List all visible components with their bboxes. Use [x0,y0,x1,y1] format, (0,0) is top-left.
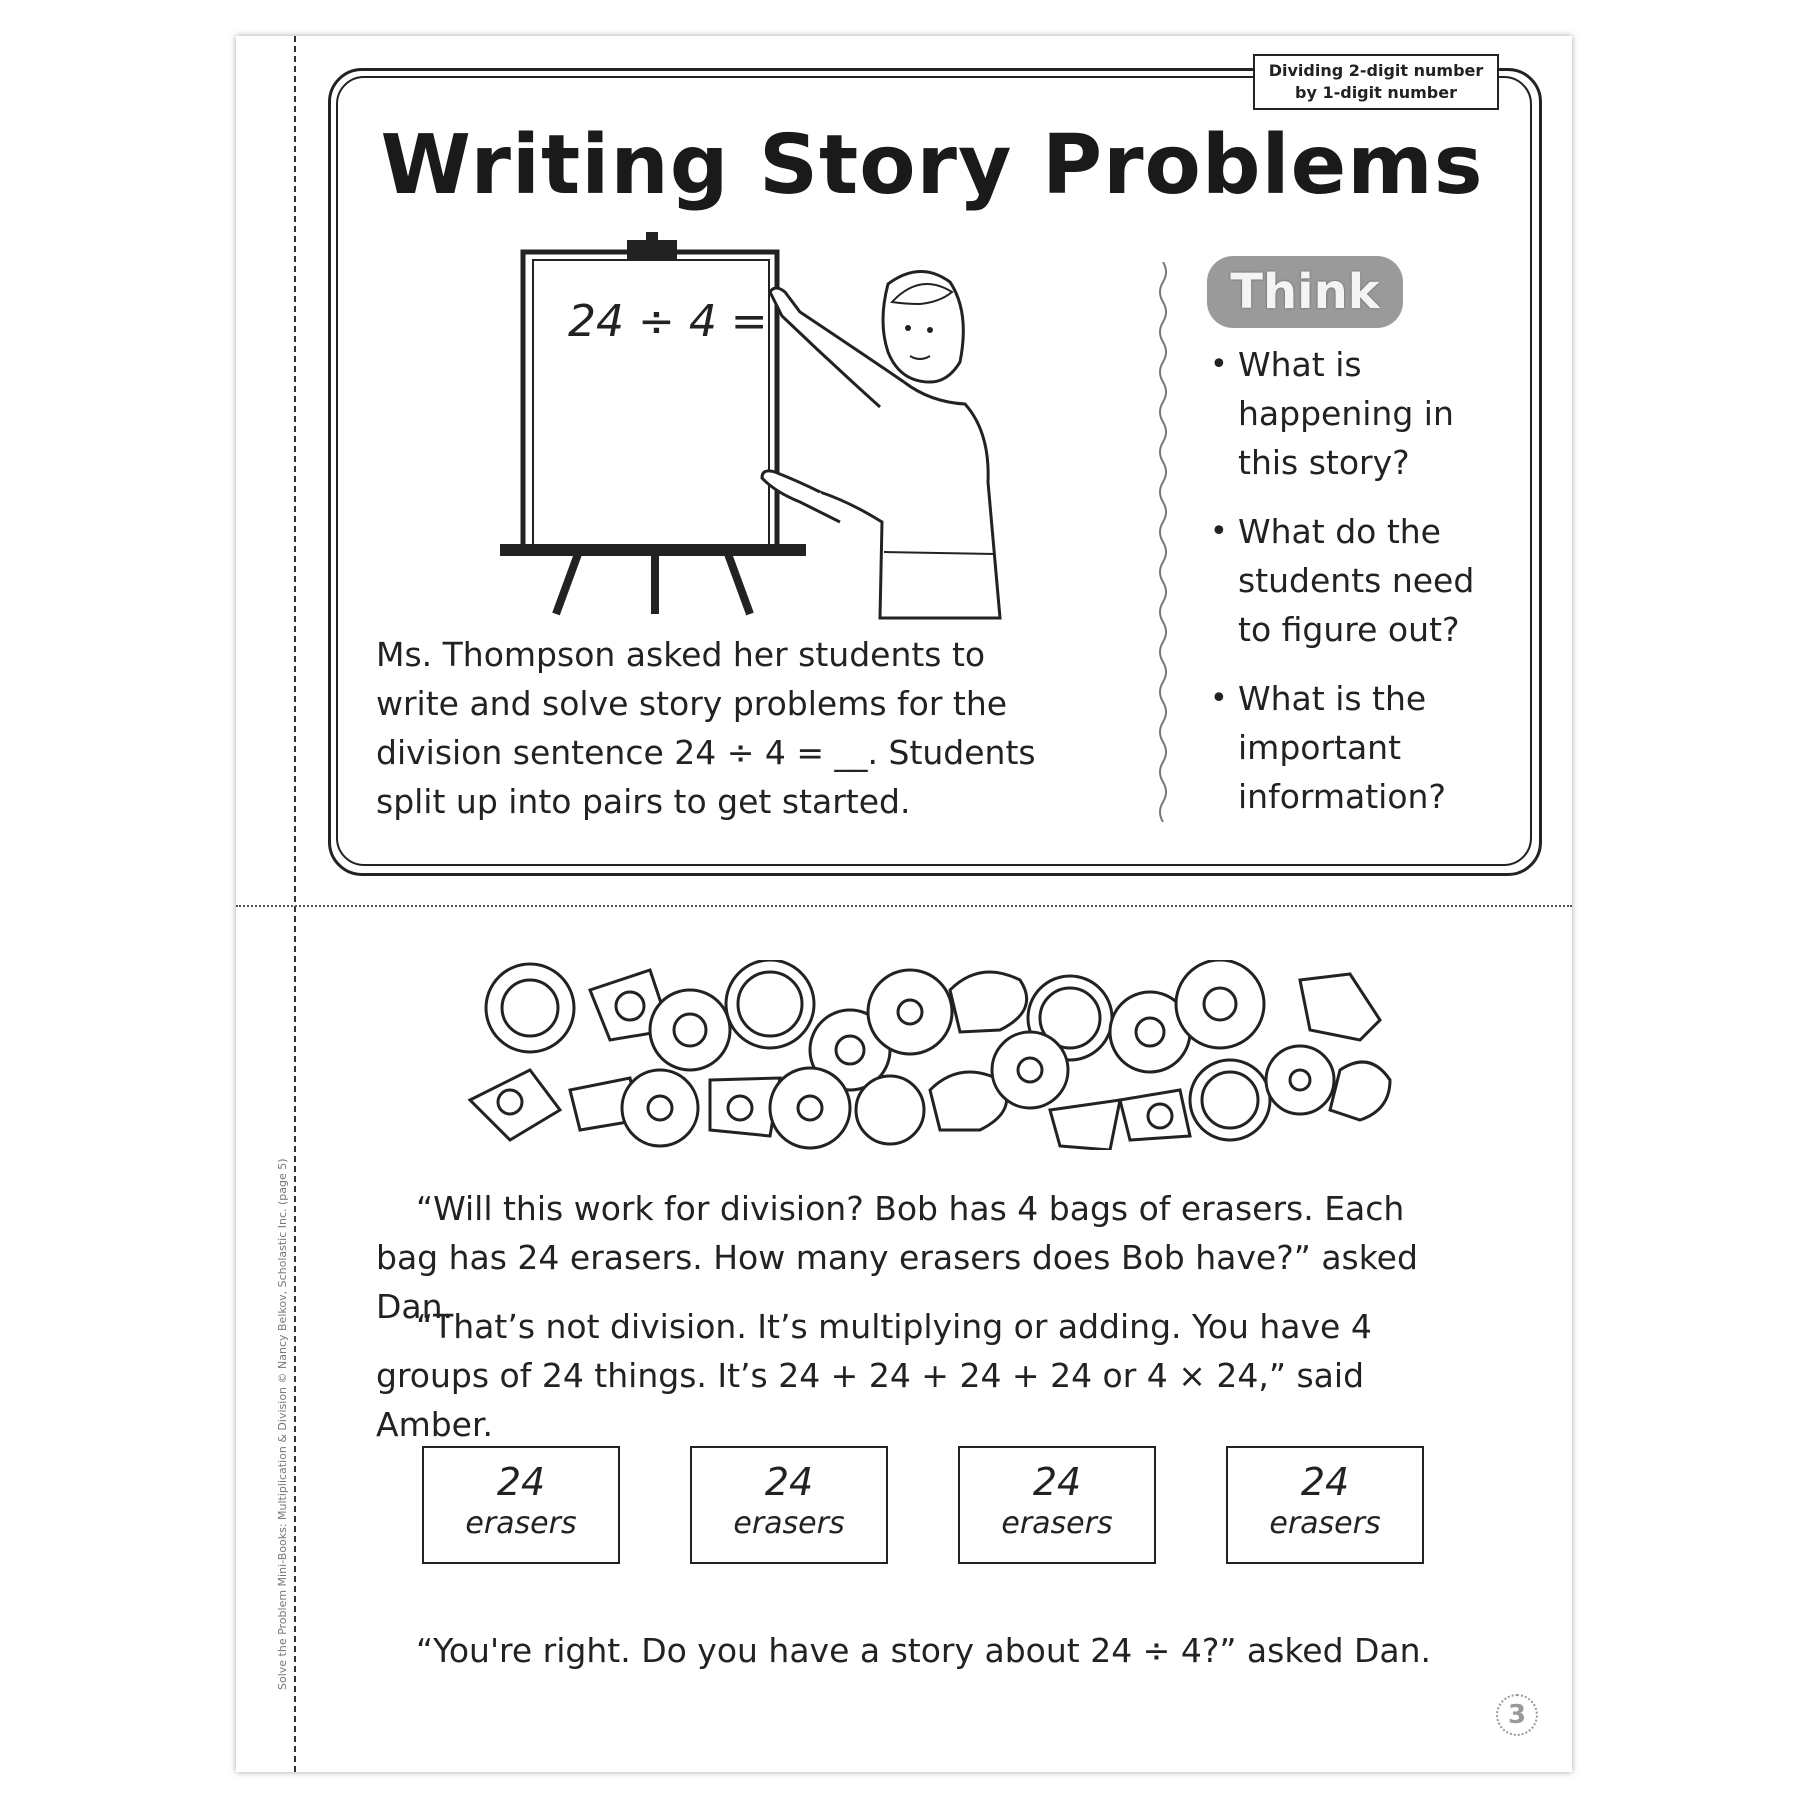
cut-line [294,36,296,1772]
wavy-divider [1156,262,1170,822]
copyright-credit: Solve the Problem Mini-Books: Multiplication & Division © Nancy Belkov, Scholastic Inc. (page 5) [276,1158,289,1690]
bullet-icon: • [1210,514,1228,549]
teacher-easel-illustration [500,232,1020,622]
eraser-group-box: 24 erasers [958,1446,1156,1564]
think-question: • What is the important information? [1208,674,1508,821]
story-paragraph: “You're right. Do you have a story about 24 ÷ 4?” asked Dan. [416,1631,1432,1670]
eraser-group-box: 24 erasers [1226,1446,1424,1564]
skill-tag-line2: by 1-digit number [1295,83,1457,102]
bullet-icon: • [1210,681,1228,716]
story-intro: Ms. Thompson asked her students to write and solve story problems for the division sentence 24 ÷ 4 = __. Students split up into pairs to get started. [376,635,1036,821]
bullet-icon: • [1210,347,1228,382]
story-paragraph: “That’s not division. It’s multiplying or adding. You have 4 groups of 24 things. It’s 24 + 24 + 24 + 24 or 4 × 24,” said Amber. [376,1307,1372,1444]
eraser-group-box: 24 erasers [422,1446,620,1564]
skill-tag [1253,54,1499,110]
story-paragraph: “Will this work for division? Bob has 4 bags of erasers. Each bag has 24 erasers. How many erasers does Bob have?” asked Dan. [376,1189,1418,1326]
think-question: • What do the students need to figure out? [1208,507,1508,654]
page-title: Writing Story Problems [380,118,1484,213]
board-equation: 24 ÷ 4 = [568,296,768,347]
think-question: • What is happening in this story? [1208,340,1508,487]
page-number: 3 [1496,1694,1538,1736]
fold-line [236,905,1572,907]
skill-tag-line1: Dividing 2-digit number [1268,61,1484,80]
eraser-boxes [422,1446,1422,1564]
think-questions [1208,340,1508,841]
eraser-group-box: 24 erasers [690,1446,888,1564]
erasers-pile-illustration [460,960,1400,1150]
think-badge: Think [1207,256,1403,328]
